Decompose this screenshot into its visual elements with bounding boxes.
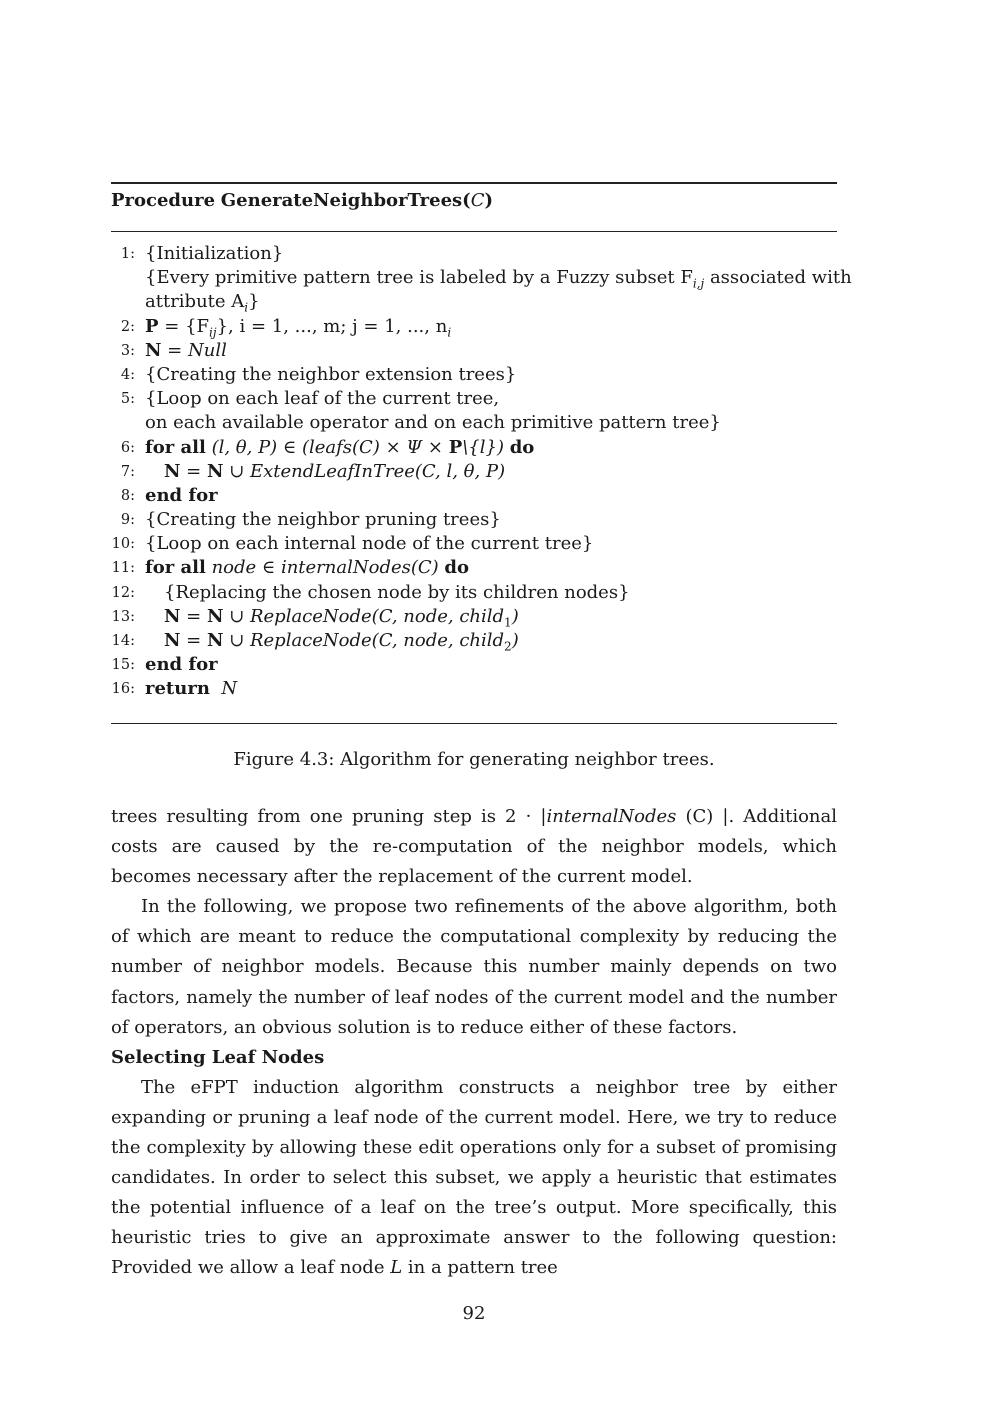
algorithm-line xyxy=(111,605,837,629)
line-text: {Loop on each leaf of the current tree, xyxy=(145,388,500,410)
line-number: 9: xyxy=(120,512,135,529)
title-rule xyxy=(111,231,837,232)
algorithm-line xyxy=(111,508,837,532)
line-number: 15: xyxy=(111,657,135,674)
procedure-name: GenerateNeighborTrees xyxy=(220,190,463,211)
line-number: 1: xyxy=(120,246,135,262)
body-text xyxy=(111,802,837,1284)
algorithm-line xyxy=(111,677,837,701)
do-keyword: do xyxy=(509,436,535,458)
line-text: {Creating the neighbor extension trees} xyxy=(145,363,517,385)
line-number: 7: xyxy=(120,463,135,480)
line-text: {Every primitive pattern tree is labeled by a Fuzzy subset $F_{i,j}$ associated with xyxy=(145,267,852,291)
algorithm-line xyxy=(111,411,837,435)
algorithm-line xyxy=(111,266,852,291)
algorithm-listing xyxy=(111,242,852,702)
algorithm-line xyxy=(111,339,837,363)
algorithm-line xyxy=(111,532,837,556)
line-number: 2: xyxy=(120,318,135,335)
line-text: return N xyxy=(145,678,238,700)
algorithm-line xyxy=(111,315,837,339)
algorithm-line xyxy=(111,484,837,508)
do-keyword: do xyxy=(444,557,469,579)
line-text: N = N ∪ ReplaceNode(C, node, child$_2$) xyxy=(164,630,519,654)
line-text: N = Null xyxy=(145,339,227,361)
line-text: {Replacing the chosen node by its children nodes} xyxy=(164,581,630,603)
line-number: 11: xyxy=(111,560,135,577)
algorithm-line xyxy=(111,387,837,411)
line-text: {Initialization} xyxy=(145,243,284,264)
bottom-rule xyxy=(111,723,837,724)
return-keyword: return xyxy=(145,678,210,700)
line-number: 3: xyxy=(120,342,135,359)
algorithm-line xyxy=(111,653,837,677)
algorithm-line xyxy=(111,629,837,653)
top-rule xyxy=(111,182,837,184)
line-number: 5: xyxy=(120,391,135,408)
page-number: 92 xyxy=(462,1303,486,1324)
paragraph: The eFPT induction algorithm constructs a neighbor tree by either expanding or pruning a leaf node of the current model. Here, we try to reduce the complexity by allowing these edit operations only for a subset of promising candidates. In order to select this subset, we apply a heuristic that estimates the potential influence of a leaf on the tree’s output. More specifically, this heuristic tries to give an approximate answer to the following question: Provided we allow a leaf node L in a pattern tree xyxy=(111,1076,837,1279)
line-text: $P = \{F_{ij}\}$, i = 1, ..., m; j = 1, ..., $n_i$ xyxy=(145,315,452,340)
line-text: for all (l, θ, P) ∈ (leafs(C) × Ψ × P\{l}) do xyxy=(145,436,535,458)
figure-caption: Figure 4.3: Algorithm for generating neighbor trees. xyxy=(233,749,715,770)
algorithm-line xyxy=(111,363,837,387)
algorithm-line xyxy=(111,242,837,266)
line-number: 8: xyxy=(120,487,135,504)
for-all-keyword: for all xyxy=(145,557,206,579)
line-number: 4: xyxy=(120,366,135,383)
paragraph: In the following, we propose two refinements of the above algorithm, both of which are meant to reduce the computational complexity by reducing the number of neighbor models. Because this number mainly depends on two factors, namely the number of leaf nodes of the current model and the number of operators, an obvious solution is to reduce either of these factors. xyxy=(111,896,837,1038)
line-text: attribute $A_i$} xyxy=(145,291,260,315)
line-number: 16: xyxy=(111,681,135,698)
algorithm-line xyxy=(111,436,837,460)
algorithm-line xyxy=(111,290,837,314)
algorithm-line xyxy=(111,581,837,605)
paragraph: trees resulting from one pruning step is 2 · |internalNodes (C) |. Additional costs are caused by the re-computation of the neighbor models, which becomes necessary after the replacement of the current model. xyxy=(111,806,837,888)
algorithm-line xyxy=(111,460,837,484)
line-number: 13: xyxy=(111,608,135,625)
procedure-title: Procedure GenerateNeighborTrees(C) xyxy=(111,190,493,211)
line-number: 12: xyxy=(111,584,135,601)
line-text: for all node ∈ internalNodes(C) do xyxy=(145,557,469,579)
line-number: 10: xyxy=(111,536,135,553)
line-text: N = N ∪ ExtendLeafInTree(C, l, θ, P) xyxy=(164,460,506,482)
line-text: N = N ∪ ReplaceNode(C, node, child$_1$) xyxy=(164,605,519,630)
line-text: {Loop on each internal node of the current tree} xyxy=(145,533,594,555)
algorithm-line xyxy=(111,556,837,580)
procedure-keyword: Procedure xyxy=(111,190,216,211)
procedure-argument: C xyxy=(470,190,485,211)
line-text: end for xyxy=(145,484,218,506)
line-number: 6: xyxy=(120,439,135,456)
section-heading: Selecting Leaf Nodes xyxy=(111,1046,325,1068)
line-number: 14: xyxy=(111,633,135,649)
line-text: end for xyxy=(145,654,218,676)
line-text: on each available operator and on each primitive pattern tree} xyxy=(145,412,721,434)
for-all-keyword: for all xyxy=(145,436,206,458)
line-text: {Creating the neighbor pruning trees} xyxy=(145,509,501,531)
